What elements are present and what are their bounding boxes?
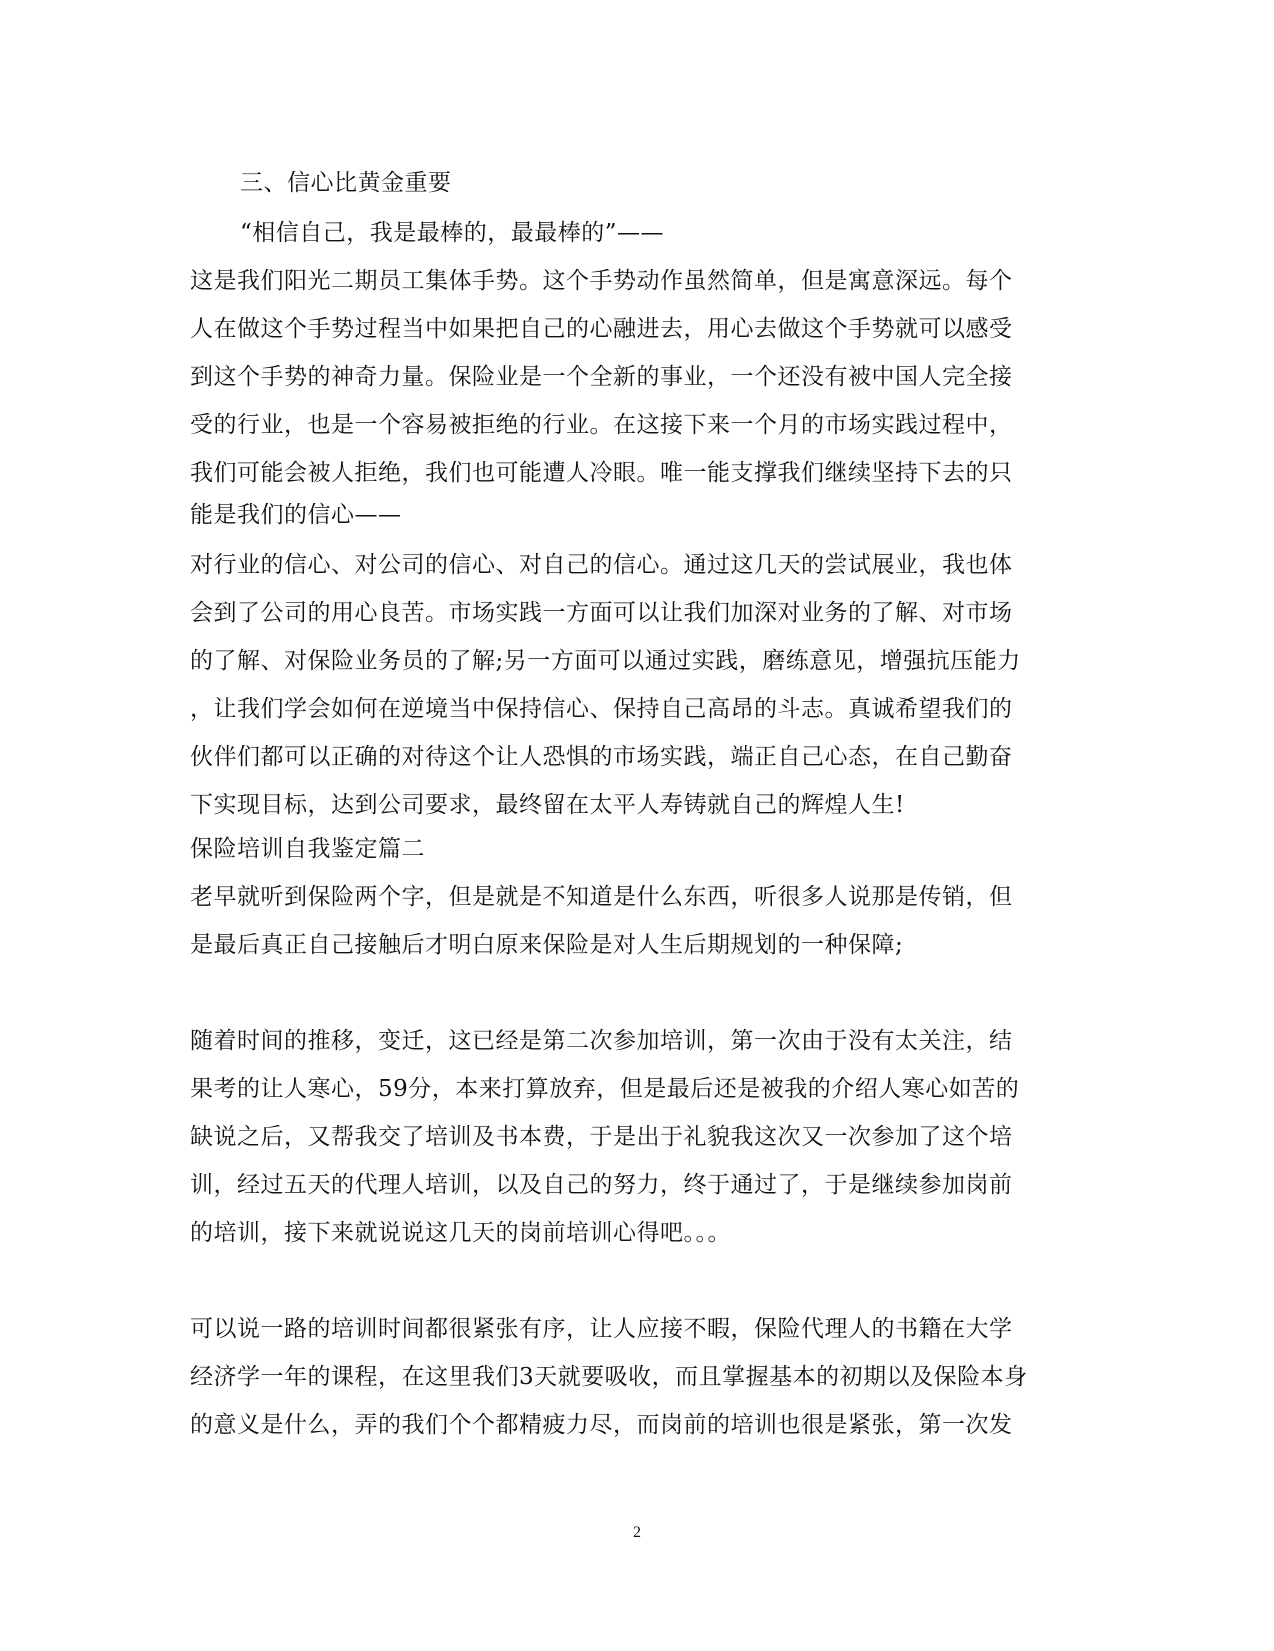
paragraph-line: 是最后真正自己接触后才明白原来保险是对人生后期规划的一种保障; xyxy=(190,932,904,958)
paragraph-line: 我们可能会被人拒绝，我们也可能遭人冷眼。唯一能支撑我们继续坚持下去的只 xyxy=(190,460,1013,486)
paragraph-line: 受的行业，也是一个容易被拒绝的行业。在这接下来一个月的市场实践过程中， xyxy=(190,412,1013,438)
paragraph-line: 的培训，接下来就说说这几天的岗前培训心得吧。。。 xyxy=(190,1220,731,1246)
paragraph-line: 伙伴们都可以正确的对待这个让人恐惧的市场实践，端正自己心态，在自己勤奋 xyxy=(190,744,1013,770)
paragraph-line: 能是我们的信心—— xyxy=(190,502,402,528)
paragraph-line: 的意义是什么，弄的我们个个都精疲力尽，而岗前的培训也很是紧张，第一次发 xyxy=(190,1412,1013,1438)
section-heading: 三、信心比黄金重要 xyxy=(240,170,452,196)
paragraph-line: 缺说之后，又帮我交了培训及书本费，于是出于礼貌我这次又一次参加了这个培 xyxy=(190,1124,1013,1150)
page-number: 2 xyxy=(633,1524,641,1541)
paragraph-line: 到这个手势的神奇力量。保险业是一个全新的事业，一个还没有被中国人完全接 xyxy=(190,364,1013,390)
paragraph-line: 随着时间的推移，变迁，这已经是第二次参加培训，第一次由于没有太关注，结 xyxy=(190,1028,1013,1054)
paragraph-line: 的了解、对保险业务员的了解;另一方面可以通过实践，磨练意见，增强抗压能力 xyxy=(190,648,1021,674)
paragraph-line: 老早就听到保险两个字，但是就是不知道是什么东西，听很多人说那是传销，但 xyxy=(190,884,1013,910)
paragraph-line: 会到了公司的用心良苦。市场实践一方面可以让我们加深对业务的了解、对市场 xyxy=(190,600,1013,626)
section-title: 保险培训自我鉴定篇二 xyxy=(190,836,425,862)
paragraph-line: 对行业的信心、对公司的信心、对自己的信心。通过这几天的尝试展业，我也体 xyxy=(190,552,1013,578)
paragraph-line: 人在做这个手势过程当中如果把自己的心融进去，用心去做这个手势就可以感受 xyxy=(190,316,1013,342)
paragraph-line: 经济学一年的课程，在这里我们3天就要吸收，而且掌握基本的初期以及保险本身 xyxy=(190,1364,1028,1390)
paragraph-line: ，让我们学会如何在逆境当中保持信心、保持自己高昂的斗志。真诚希望我们的 xyxy=(190,696,1013,722)
paragraph-line: 下实现目标，达到公司要求，最终留在太平人寿铸就自己的辉煌人生! xyxy=(190,792,905,818)
quote-line: “相信自己，我是最棒的，最最棒的”—— xyxy=(240,220,665,246)
paragraph-line: 可以说一路的培训时间都很紧张有序，让人应接不暇，保险代理人的书籍在大学 xyxy=(190,1316,1013,1342)
paragraph-line: 训，经过五天的代理人培训，以及自己的努力，终于通过了，于是继续参加岗前 xyxy=(190,1172,1013,1198)
paragraph-line: 果考的让人寒心，59分，本来打算放弃，但是最后还是被我的介绍人寒心如苦的 xyxy=(190,1076,1020,1102)
paragraph-line: 这是我们阳光二期员工集体手势。这个手势动作虽然简单，但是寓意深远。每个 xyxy=(190,268,1013,294)
